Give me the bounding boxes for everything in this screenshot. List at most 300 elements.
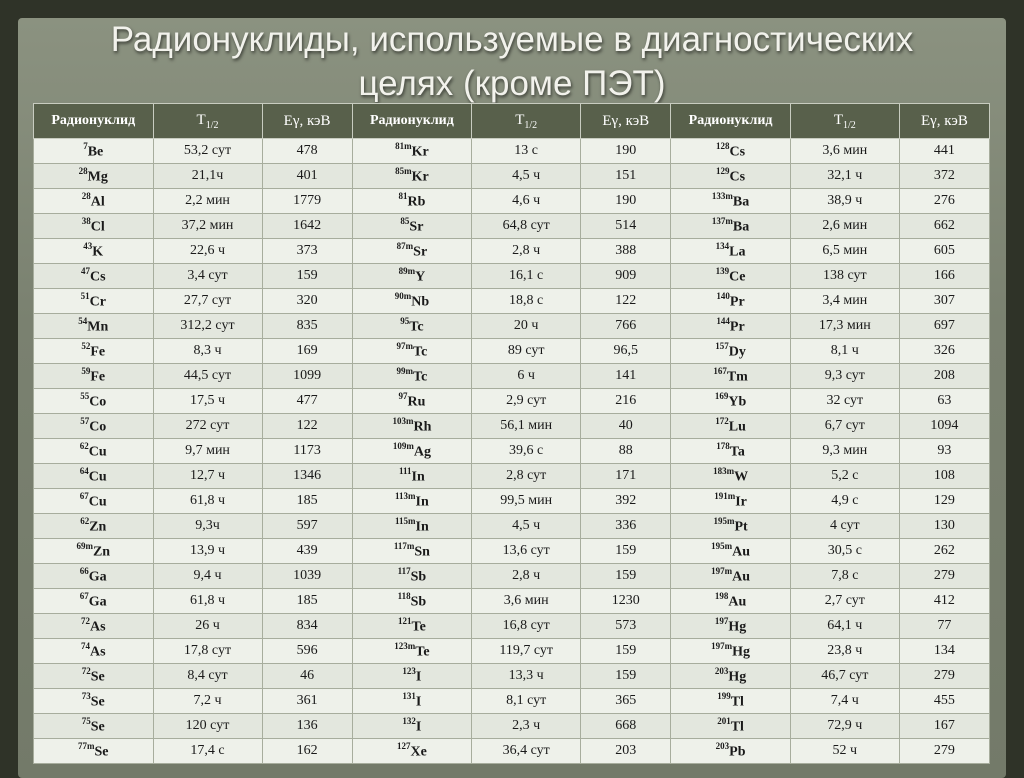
gamma-energy-cell: 63 — [899, 389, 989, 414]
mass-number: 144 — [716, 315, 730, 326]
nuclide-cell — [34, 589, 154, 614]
element-symbol: In — [415, 494, 429, 510]
element-symbol: Xe — [410, 744, 427, 760]
mass-number: 89m — [398, 265, 416, 276]
nuclide-cell — [352, 339, 472, 364]
table-row — [34, 314, 990, 339]
half-life-cell: 72,9 ч — [790, 714, 899, 739]
element-symbol: Au — [728, 594, 747, 610]
table-row — [34, 189, 990, 214]
element-symbol: Al — [90, 194, 105, 210]
element-symbol: I — [415, 719, 422, 735]
gamma-energy-cell: 203 — [581, 739, 671, 764]
half-life-cell: 56,1 мин — [472, 414, 581, 439]
mass-number: 72 — [80, 615, 90, 626]
gamma-energy-cell: 320 — [262, 289, 352, 314]
gamma-energy-cell: 96,5 — [581, 339, 671, 364]
element-symbol: Pr — [729, 294, 745, 310]
nuclide-cell — [671, 189, 791, 214]
half-life-cell: 64,8 сут — [472, 214, 581, 239]
gamma-energy-cell: 88 — [581, 439, 671, 464]
nuclide-cell — [352, 214, 472, 239]
nuclide-cell — [34, 339, 154, 364]
element-symbol: Cu — [88, 469, 107, 485]
gamma-energy-cell: 159 — [581, 539, 671, 564]
half-life-cell: 9,4 ч — [153, 564, 262, 589]
nuclide-cell — [352, 164, 472, 189]
gamma-energy-cell: 130 — [899, 514, 989, 539]
nuclide-cell — [34, 639, 154, 664]
header-half-life-subscript: 1/2 — [843, 119, 856, 131]
table-row — [34, 739, 990, 764]
mass-number: 59 — [81, 365, 91, 376]
gamma-energy-cell: 262 — [899, 539, 989, 564]
mass-number: 117 — [397, 565, 411, 576]
half-life-cell: 23,8 ч — [790, 639, 899, 664]
gamma-energy-cell: 166 — [899, 264, 989, 289]
element-symbol: Tl — [730, 719, 744, 735]
mass-number: 72 — [81, 665, 91, 676]
mass-number: 75 — [81, 715, 91, 726]
element-symbol: Ir — [735, 494, 747, 510]
element-symbol: K — [92, 244, 104, 260]
gamma-energy-cell: 279 — [899, 739, 989, 764]
gamma-energy-cell: 129 — [899, 489, 989, 514]
element-symbol: Cs — [729, 169, 746, 185]
title-line-2: целях (кроме ПЭТ) — [358, 64, 666, 103]
half-life-cell: 2,8 ч — [472, 564, 581, 589]
table-row — [34, 214, 990, 239]
mass-number: 97m — [396, 340, 414, 351]
half-life-cell: 20 ч — [472, 314, 581, 339]
nuclide-cell — [671, 389, 791, 414]
gamma-energy-cell: 909 — [581, 264, 671, 289]
element-symbol: Be — [87, 144, 104, 160]
half-life-cell: 2,2 мин — [153, 189, 262, 214]
table-row — [34, 614, 990, 639]
nuclide-cell — [34, 389, 154, 414]
nuclide-cell — [34, 214, 154, 239]
nuclide-cell — [671, 289, 791, 314]
element-symbol: Ga — [88, 569, 107, 585]
gamma-energy-cell: 276 — [899, 189, 989, 214]
gamma-energy-cell: 141 — [581, 364, 671, 389]
half-life-cell: 6,7 сут — [790, 414, 899, 439]
mass-number: 167 — [713, 365, 727, 376]
half-life-cell: 64,1 ч — [790, 614, 899, 639]
half-life-cell: 30,5 с — [790, 539, 899, 564]
table-row — [34, 539, 990, 564]
element-symbol: Pt — [734, 519, 748, 535]
mass-number: 90m — [394, 290, 412, 301]
half-life-cell: 61,8 ч — [153, 589, 262, 614]
half-life-cell: 52 ч — [790, 739, 899, 764]
table-body — [34, 139, 990, 764]
half-life-cell: 9,3 мин — [790, 439, 899, 464]
table-row — [34, 364, 990, 389]
mass-number: 51 — [80, 290, 90, 301]
table-row — [34, 714, 990, 739]
table-header-row — [34, 104, 990, 139]
nuclide-cell — [352, 639, 472, 664]
half-life-cell: 120 сут — [153, 714, 262, 739]
nuclide-cell — [34, 564, 154, 589]
element-symbol: Tc — [413, 369, 428, 385]
table-row — [34, 164, 990, 189]
nuclide-cell — [34, 189, 154, 214]
element-symbol: Pb — [729, 744, 746, 760]
nuclide-cell — [671, 514, 791, 539]
gamma-energy-cell: 1039 — [262, 564, 352, 589]
mass-number: 133m — [711, 190, 733, 201]
table-row — [34, 564, 990, 589]
half-life-cell: 9,3ч — [153, 514, 262, 539]
gamma-energy-cell: 208 — [899, 364, 989, 389]
mass-number: 123 — [402, 665, 416, 676]
gamma-energy-cell: 279 — [899, 564, 989, 589]
element-symbol: Se — [90, 694, 105, 710]
nuclide-cell — [352, 464, 472, 489]
mass-number: 172 — [715, 415, 729, 426]
mass-number: 111 — [399, 465, 412, 476]
half-life-cell: 272 сут — [153, 414, 262, 439]
half-life-cell: 3,4 мин — [790, 289, 899, 314]
element-symbol: Au — [732, 569, 751, 585]
table-row — [34, 514, 990, 539]
half-life-cell: 119,7 сут — [472, 639, 581, 664]
gamma-energy-cell: 122 — [581, 289, 671, 314]
nuclide-cell — [352, 514, 472, 539]
element-symbol: Sn — [414, 544, 430, 560]
mass-number: 69m — [76, 540, 93, 551]
gamma-energy-cell: 185 — [262, 489, 352, 514]
half-life-cell: 61,8 ч — [153, 489, 262, 514]
element-symbol: Yb — [728, 394, 747, 410]
header-half-life-symbol: T — [515, 111, 525, 128]
gamma-energy-cell: 159 — [262, 264, 352, 289]
half-life-cell: 38,9 ч — [790, 189, 899, 214]
nuclide-cell — [671, 689, 791, 714]
element-symbol: Ce — [729, 269, 746, 285]
nuclide-cell — [34, 314, 154, 339]
half-life-cell: 7,4 ч — [790, 689, 899, 714]
element-symbol: Fe — [90, 369, 106, 385]
slide-title — [20, 18, 1004, 106]
half-life-cell: 99,5 мин — [472, 489, 581, 514]
mass-number: 52 — [81, 340, 91, 351]
mass-number: 128 — [716, 140, 730, 151]
gamma-energy-cell: 185 — [262, 589, 352, 614]
mass-number: 7 — [83, 140, 88, 151]
gamma-energy-cell: 1094 — [899, 414, 989, 439]
gamma-energy-cell: 122 — [262, 414, 352, 439]
element-symbol: Y — [415, 269, 426, 285]
element-symbol: Rh — [413, 419, 432, 435]
mass-number: 183m — [713, 465, 735, 476]
gamma-energy-cell: 1173 — [262, 439, 352, 464]
nuclide-cell — [34, 664, 154, 689]
gamma-energy-cell: 159 — [581, 564, 671, 589]
element-symbol: Cu — [88, 494, 107, 510]
mass-number: 195m — [711, 540, 733, 551]
half-life-cell: 2,7 сут — [790, 589, 899, 614]
header-half-life-symbol: T — [196, 111, 206, 128]
half-life-cell: 8,3 ч — [153, 339, 262, 364]
element-symbol: W — [734, 469, 749, 485]
nuclide-cell — [34, 539, 154, 564]
mass-number: 198 — [714, 590, 729, 601]
half-life-cell: 16,1 с — [472, 264, 581, 289]
mass-number: 38 — [81, 215, 91, 226]
element-symbol: Ba — [732, 219, 750, 235]
half-life-cell: 13,3 ч — [472, 664, 581, 689]
gamma-energy-cell: 697 — [899, 314, 989, 339]
mass-number: 28 — [81, 190, 91, 201]
gamma-energy-cell: 190 — [581, 139, 671, 164]
gamma-energy-cell: 1346 — [262, 464, 352, 489]
half-life-cell: 4 сут — [790, 514, 899, 539]
half-life-cell: 4,5 ч — [472, 514, 581, 539]
nuclide-cell — [34, 139, 154, 164]
gamma-energy-cell: 412 — [899, 589, 989, 614]
gamma-energy-cell: 455 — [899, 689, 989, 714]
mass-number: 55 — [80, 390, 90, 401]
element-symbol: Cs — [729, 144, 746, 160]
nuclide-cell — [352, 539, 472, 564]
gamma-energy-cell: 361 — [262, 689, 352, 714]
half-life-cell: 138 сут — [790, 264, 899, 289]
mass-number: 47 — [80, 265, 90, 276]
half-life-cell: 4,9 с — [790, 489, 899, 514]
nuclide-cell — [671, 414, 791, 439]
element-symbol: Kr — [411, 144, 429, 160]
gamma-energy-cell: 77 — [899, 614, 989, 639]
element-symbol: As — [89, 619, 106, 635]
mass-number: 113m — [395, 490, 416, 501]
mass-number: 85m — [395, 165, 412, 176]
nuclide-cell — [34, 489, 154, 514]
table-row — [34, 439, 990, 464]
mass-number: 123m — [394, 640, 416, 651]
half-life-cell: 2,9 сут — [472, 389, 581, 414]
element-symbol: Mn — [87, 319, 109, 335]
header-nuclide: Радионуклид — [671, 104, 791, 139]
nuclide-cell — [671, 664, 791, 689]
nuclide-cell — [671, 464, 791, 489]
gamma-energy-cell: 373 — [262, 239, 352, 264]
mass-number: 54 — [78, 315, 88, 326]
half-life-cell: 13,6 сут — [472, 539, 581, 564]
half-life-cell: 17,3 мин — [790, 314, 899, 339]
nuclide-cell — [671, 539, 791, 564]
table-row — [34, 289, 990, 314]
element-symbol: Ga — [88, 594, 107, 610]
nuclide-cell — [352, 589, 472, 614]
half-life-cell: 53,2 сут — [153, 139, 262, 164]
half-life-cell: 2,3 ч — [472, 714, 581, 739]
element-symbol: Te — [411, 619, 426, 635]
element-symbol: Rb — [407, 194, 426, 210]
element-symbol: Co — [89, 394, 107, 410]
gamma-energy-cell: 388 — [581, 239, 671, 264]
gamma-energy-cell: 573 — [581, 614, 671, 639]
header-half-life — [153, 104, 262, 139]
mass-number: 85 — [400, 215, 410, 226]
half-life-cell: 6 ч — [472, 364, 581, 389]
nuclide-cell — [34, 264, 154, 289]
gamma-energy-cell: 216 — [581, 389, 671, 414]
table-row — [34, 689, 990, 714]
mass-number: 131 — [402, 690, 416, 701]
gamma-energy-cell: 441 — [899, 139, 989, 164]
gamma-energy-cell: 279 — [899, 664, 989, 689]
mass-number: 117m — [393, 540, 415, 551]
nuclide-cell — [671, 739, 791, 764]
half-life-cell: 8,4 сут — [153, 664, 262, 689]
element-symbol: Ta — [729, 444, 745, 460]
gamma-energy-cell: 40 — [581, 414, 671, 439]
element-symbol: Cl — [90, 219, 105, 235]
gamma-energy-cell: 93 — [899, 439, 989, 464]
mass-number: 103m — [392, 415, 414, 426]
mass-number: 129 — [716, 165, 730, 176]
gamma-energy-cell: 597 — [262, 514, 352, 539]
header-half-life — [472, 104, 581, 139]
mass-number: 132 — [402, 715, 416, 726]
half-life-cell: 17,8 сут — [153, 639, 262, 664]
element-symbol: Hg — [732, 644, 750, 660]
nuclide-cell — [671, 139, 791, 164]
table-row — [34, 389, 990, 414]
element-symbol: Se — [90, 719, 105, 735]
gamma-energy-cell: 1779 — [262, 189, 352, 214]
half-life-cell: 17,5 ч — [153, 389, 262, 414]
mass-number: 95 — [400, 315, 410, 326]
half-life-cell: 7,2 ч — [153, 689, 262, 714]
mass-number: 43 — [83, 240, 93, 251]
half-life-cell: 5,2 с — [790, 464, 899, 489]
mass-number: 62 — [80, 515, 90, 526]
header-half-life-subscript: 1/2 — [205, 119, 219, 131]
element-symbol: Hg — [728, 669, 747, 685]
mass-number: 115m — [395, 515, 416, 526]
half-life-cell: 13 с — [472, 139, 581, 164]
half-life-cell: 9,7 мин — [153, 439, 262, 464]
half-life-cell: 16,8 сут — [472, 614, 581, 639]
element-symbol: Zn — [92, 544, 111, 560]
mass-number: 62 — [79, 440, 89, 451]
gamma-energy-cell: 662 — [899, 214, 989, 239]
half-life-cell: 4,6 ч — [472, 189, 581, 214]
element-symbol: Se — [90, 669, 105, 685]
radionuclide-table — [33, 103, 990, 764]
gamma-energy-cell: 151 — [581, 164, 671, 189]
nuclide-cell — [671, 264, 791, 289]
mass-number: 178 — [716, 440, 730, 451]
nuclide-cell — [671, 714, 791, 739]
mass-number: 87m — [396, 240, 414, 251]
half-life-cell: 18,8 с — [472, 289, 581, 314]
nuclide-cell — [34, 364, 154, 389]
mass-number: 201 — [717, 715, 731, 726]
gamma-energy-cell: 326 — [899, 339, 989, 364]
mass-number: 66 — [79, 565, 89, 576]
gamma-energy-cell: 169 — [262, 339, 352, 364]
gamma-energy-cell: 46 — [262, 664, 352, 689]
element-symbol: Cu — [88, 444, 107, 460]
mass-number: 169 — [714, 390, 729, 401]
mass-number: 195m — [713, 515, 735, 526]
gamma-energy-cell: 171 — [581, 464, 671, 489]
gamma-energy-cell: 190 — [581, 189, 671, 214]
element-symbol: Ag — [413, 444, 431, 460]
gamma-energy-cell: 365 — [581, 689, 671, 714]
table-row — [34, 414, 990, 439]
mass-number: 197 — [714, 615, 729, 626]
nuclide-cell — [34, 414, 154, 439]
nuclide-cell — [671, 639, 791, 664]
half-life-cell: 12,7 ч — [153, 464, 262, 489]
mass-number: 73 — [81, 690, 91, 701]
element-symbol: Tm — [726, 369, 748, 385]
header-half-life-symbol: T — [833, 111, 844, 128]
half-life-cell: 9,3 сут — [790, 364, 899, 389]
half-life-cell: 32,1 ч — [790, 164, 899, 189]
gamma-energy-cell: 1642 — [262, 214, 352, 239]
mass-number: 109m — [392, 440, 414, 451]
gamma-energy-cell: 134 — [899, 639, 989, 664]
half-life-cell: 32 сут — [790, 389, 899, 414]
mass-number: 74 — [80, 640, 90, 651]
nuclide-cell — [34, 514, 154, 539]
element-symbol: Pr — [729, 319, 745, 335]
gamma-energy-cell: 159 — [581, 639, 671, 664]
title-line-1: Радионуклиды, используемые в диагностических — [110, 20, 914, 59]
half-life-cell: 2,6 мин — [790, 214, 899, 239]
half-life-cell: 37,2 мин — [153, 214, 262, 239]
nuclide-cell — [34, 164, 154, 189]
mass-number: 28 — [78, 165, 88, 176]
half-life-cell: 8,1 сут — [472, 689, 581, 714]
gamma-energy-cell: 514 — [581, 214, 671, 239]
nuclide-cell — [34, 614, 154, 639]
nuclide-cell — [352, 189, 472, 214]
mass-number: 140 — [716, 290, 730, 301]
half-life-cell: 27,7 сут — [153, 289, 262, 314]
nuclide-cell — [34, 439, 154, 464]
gamma-energy-cell: 605 — [899, 239, 989, 264]
nuclide-cell — [352, 414, 472, 439]
gamma-energy-cell: 1099 — [262, 364, 352, 389]
element-symbol: Tc — [409, 319, 424, 335]
nuclide-cell — [352, 614, 472, 639]
gamma-energy-cell: 136 — [262, 714, 352, 739]
nuclide-cell — [352, 714, 472, 739]
nuclide-cell — [671, 239, 791, 264]
gamma-energy-cell: 439 — [262, 539, 352, 564]
element-symbol: Tc — [413, 344, 428, 360]
mass-number: 127 — [396, 740, 411, 751]
half-life-cell: 3,4 сут — [153, 264, 262, 289]
gamma-energy-cell: 596 — [262, 639, 352, 664]
nuclide-cell — [34, 289, 154, 314]
header-nuclide: Радионуклид — [34, 104, 154, 139]
element-symbol: Au — [732, 544, 751, 560]
element-symbol: Cr — [89, 294, 106, 310]
half-life-cell: 89 сут — [472, 339, 581, 364]
table-row — [34, 264, 990, 289]
element-symbol: I — [415, 694, 422, 710]
